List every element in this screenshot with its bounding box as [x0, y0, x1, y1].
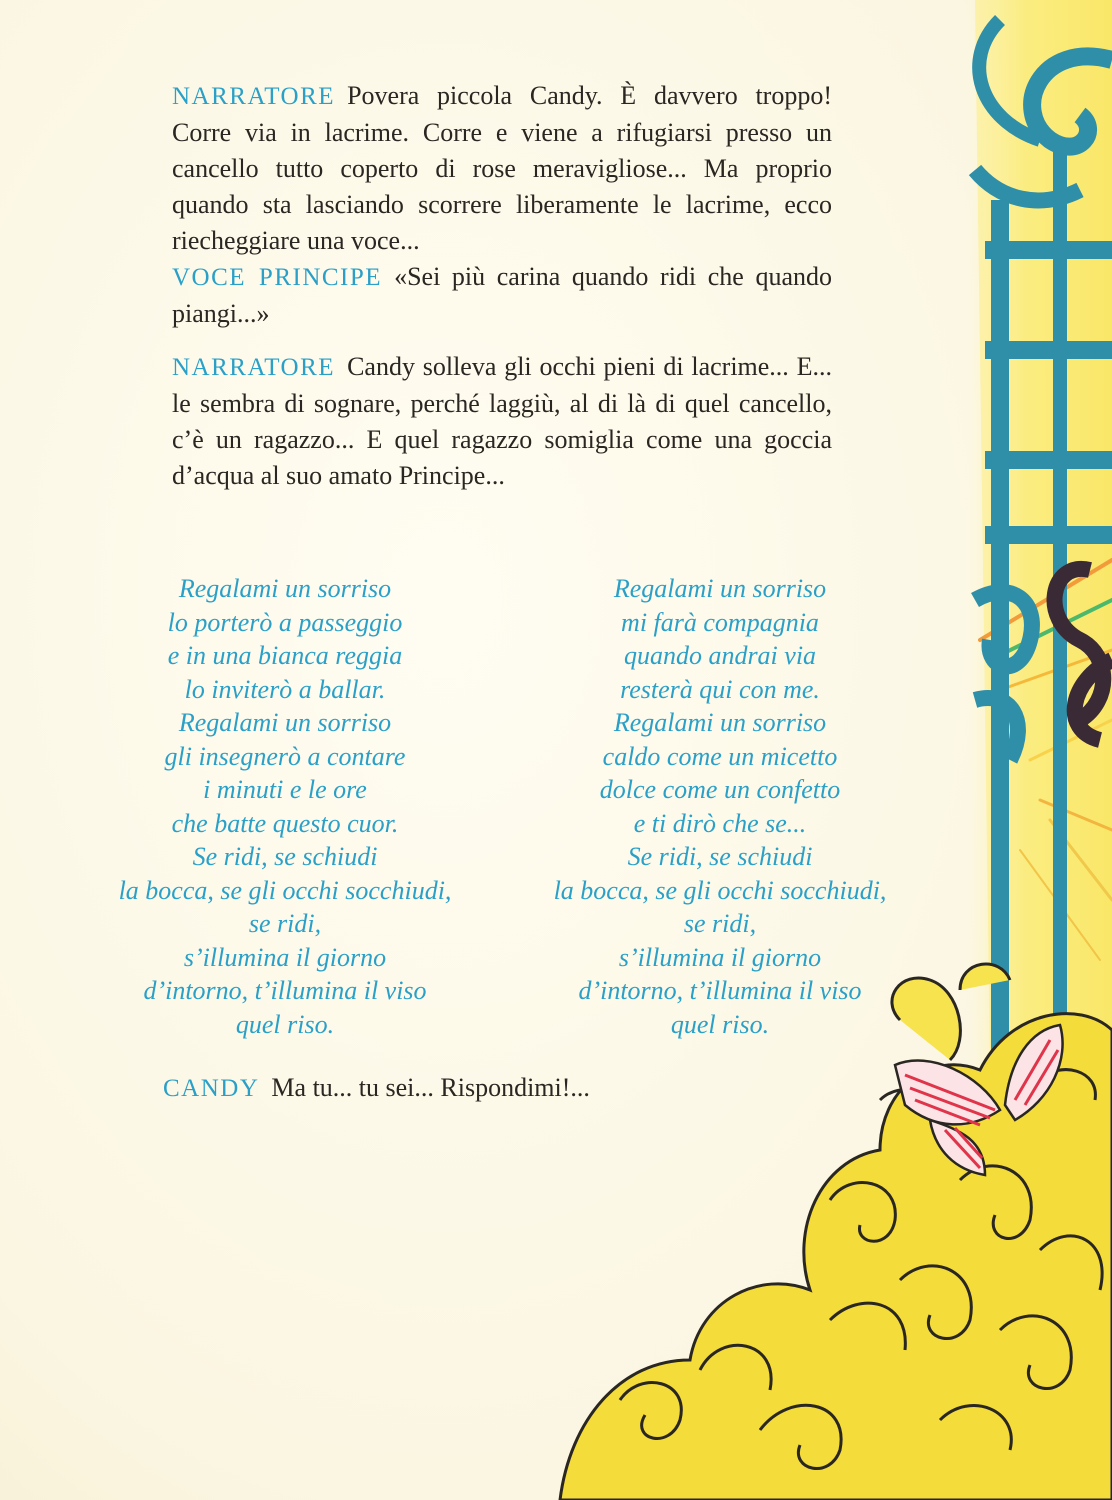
speaker-label: CANDY — [163, 1075, 260, 1102]
lyric-line: quel riso. — [235, 1009, 335, 1039]
lyric-line: quando andrai via — [623, 641, 817, 670]
lyric-line: e ti dirò che se... — [633, 808, 807, 838]
lyric-line: Regalami un sorriso — [613, 574, 827, 603]
lyric-line: dolce come un confetto — [599, 775, 841, 804]
lyric-line: Se ridi, se schiudi — [627, 842, 813, 871]
lyric-line: mi farà compagnia — [621, 607, 819, 637]
lyric-line: s’illumina il giorno — [618, 942, 822, 972]
lyric-line: Se ridi, se schiudi — [192, 842, 378, 871]
dialogue-candy — [163, 1070, 590, 1107]
lyric-line: quel riso. — [670, 1009, 770, 1039]
song-lyrics-right — [525, 572, 915, 1041]
dialogue-text: «Sei più carina quando ridi che quando piangi...» — [172, 262, 833, 328]
lyric-line: che batte questo cuor. — [171, 808, 399, 838]
speaker-label: NARRATORE — [172, 354, 336, 381]
dialogue-text: Candy solleva gli occhi pieni di lacrime... E... le sembra di sognare, perché laggiù, al di là di quel cancello, c’è un ragazzo... E quel ragazzo somiglia come una goccia d’acqua al suo amato Principe... — [172, 352, 832, 490]
lyric-line: gli insegnerò a contare — [164, 741, 406, 771]
lyric-line: caldo come un micetto — [602, 741, 838, 771]
lyric-line: e in una bianca reggia — [167, 641, 403, 670]
lyric-line: se ridi, — [683, 909, 757, 938]
lyric-line: d’intorno, t’illumina il viso — [143, 976, 427, 1005]
dialogue-narratore-2 — [172, 349, 832, 494]
lyric-line: lo inviterò a ballar. — [184, 674, 386, 704]
song-lyrics-left — [95, 572, 475, 1041]
lyric-line: resterà qui con me. — [620, 674, 820, 704]
speaker-label: NARRATORE — [172, 83, 336, 110]
dialogue-narratore-1 — [172, 78, 832, 259]
lyric-line: d’intorno, t’illumina il viso — [578, 976, 862, 1005]
speaker-label: VOCE PRINCIPE — [172, 264, 383, 291]
lyric-line: la bocca, se gli occhi socchiudi, — [553, 875, 887, 905]
lyric-line: lo porterò a passeggio — [167, 607, 403, 637]
lyric-line: se ridi, — [248, 909, 322, 938]
lyric-line: Regalami un sorriso — [613, 708, 827, 737]
lyric-line: i minuti e le ore — [203, 775, 367, 804]
lyric-line: Regalami un sorriso — [178, 708, 392, 737]
lyric-line: s’illumina il giorno — [183, 942, 387, 972]
lyric-line: Regalami un sorriso — [178, 574, 392, 603]
lyric-line: la bocca, se gli occhi socchiudi, — [118, 875, 452, 905]
dialogue-voce-principe — [172, 259, 832, 332]
yellow-light-band — [965, 0, 1112, 1100]
dialogue-text: Povera piccola Candy. È davvero troppo! Corre via in lacrime. Corre e viene a rifugiarsi presso un cancello tutto coperto di rose meravigliose... Ma proprio quando sta lasciando scorrere liberamente le lacrime, ecco riecheggiare una voce... — [172, 81, 832, 255]
dialogue-text: Ma tu... tu sei... Rispondimi!... — [271, 1073, 590, 1102]
